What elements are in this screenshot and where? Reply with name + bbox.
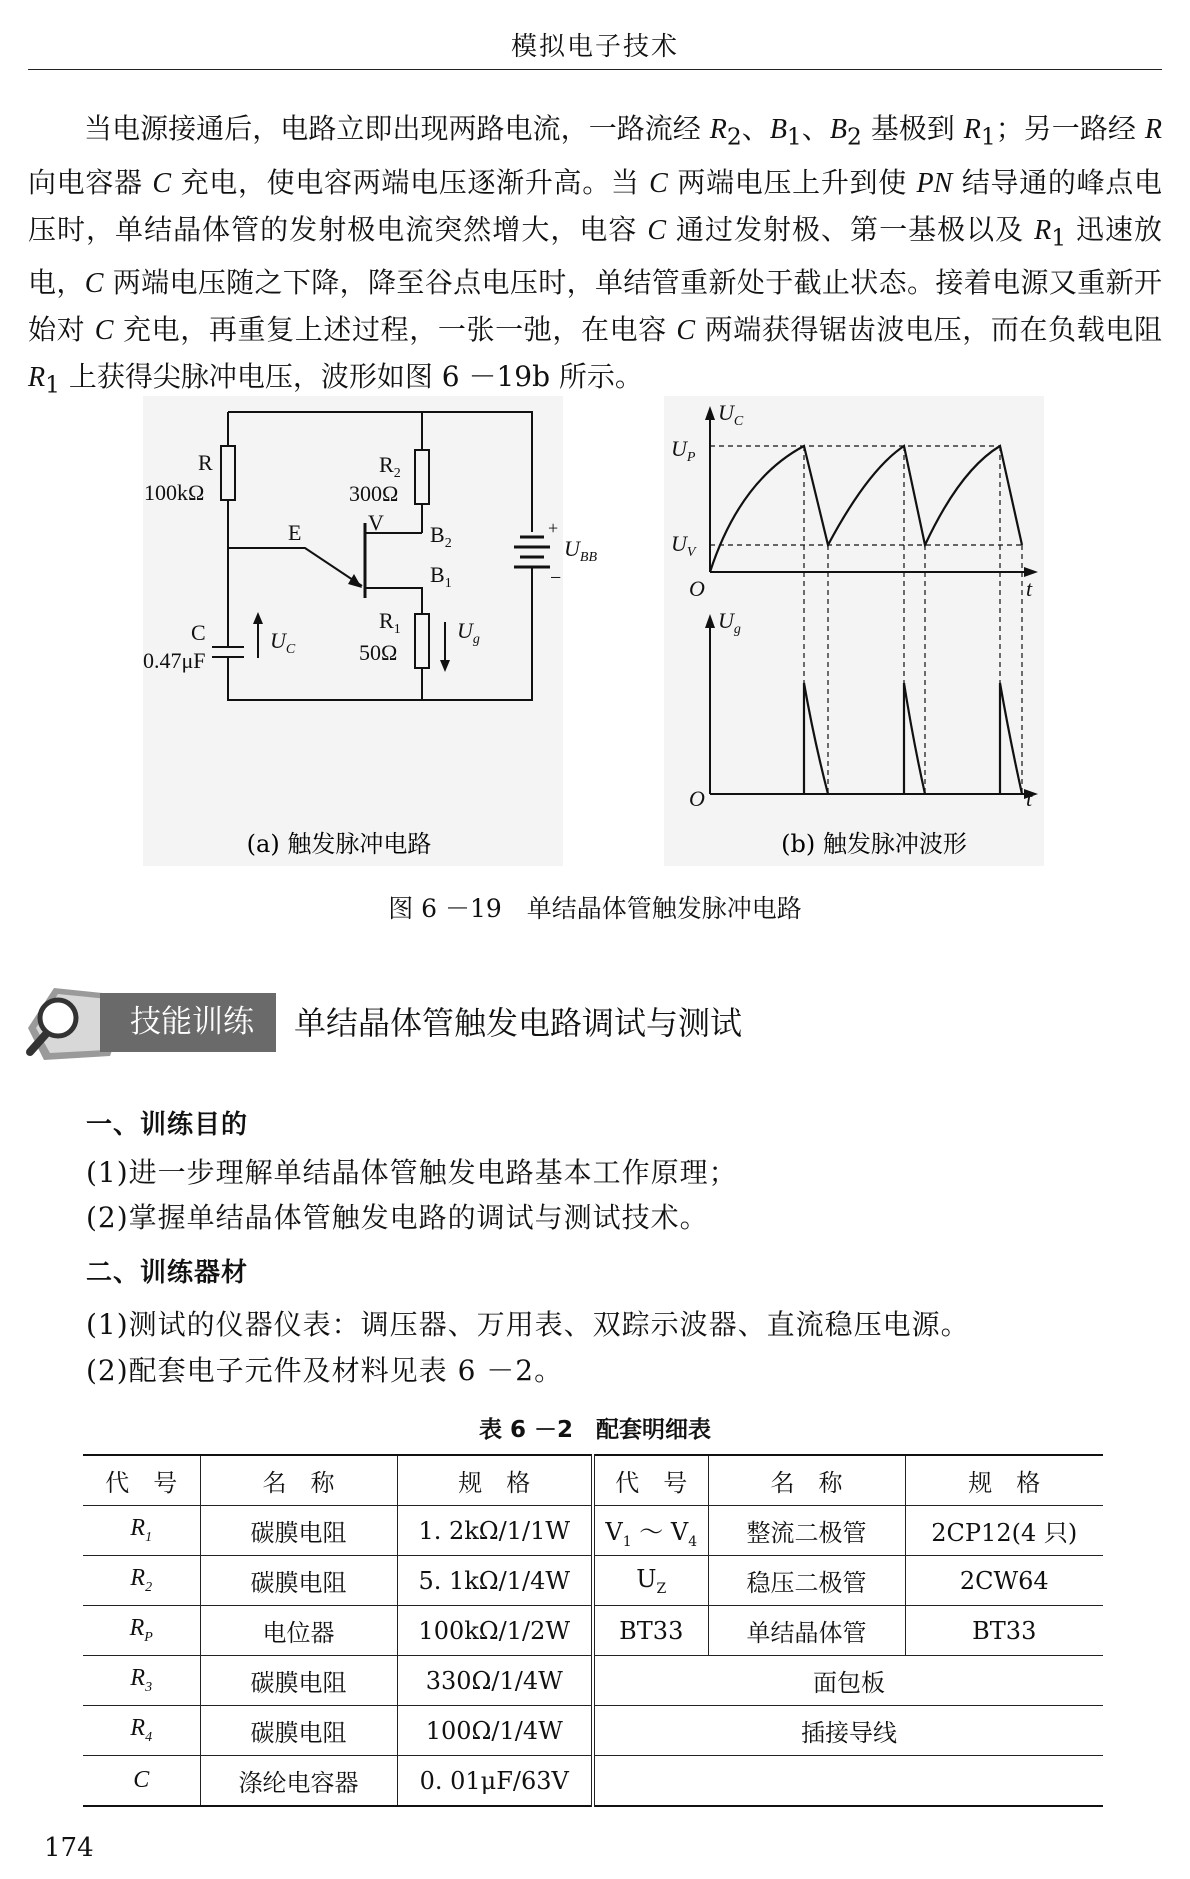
cell-merged: 插接导线 xyxy=(593,1706,1103,1756)
label-E: E xyxy=(288,520,302,545)
label-B1: $B_1$ xyxy=(430,562,452,591)
label-R2-value: 300Ω xyxy=(349,481,399,506)
label-C: C xyxy=(191,620,206,645)
cell-spec: 100kΩ/1/2W xyxy=(397,1606,593,1656)
cell-spec-2: 2CP12(4 只) xyxy=(905,1506,1103,1556)
component-table xyxy=(83,1454,1103,1807)
table-row xyxy=(83,1706,1103,1756)
cell-name: 涤纶电容器 xyxy=(200,1756,397,1807)
cell-spec: 5. 1kΩ/1/4W xyxy=(397,1556,593,1606)
header-name: 名 称 xyxy=(200,1455,397,1506)
cell-spec: 330Ω/1/4W xyxy=(397,1656,593,1706)
cell-spec: 100Ω/1/4W xyxy=(397,1706,593,1756)
cell-name-2: 稳压二极管 xyxy=(708,1556,905,1606)
header-spec-2: 规 格 xyxy=(905,1455,1103,1506)
label-Ug: $U_g$ xyxy=(457,618,480,647)
cell-code-2: BT33 xyxy=(593,1606,708,1656)
section2-item-2: (2)配套电子元件及材料见表 6 －2。 xyxy=(86,1354,564,1387)
cell-code: $R_1$ xyxy=(83,1506,200,1556)
header-name-2: 名 称 xyxy=(708,1455,905,1506)
cell-name: 电位器 xyxy=(200,1606,397,1656)
battery-minus: − xyxy=(550,567,562,589)
cell-name: 碳膜电阻 xyxy=(200,1556,397,1606)
body-paragraph: 当电源接通后，电路立即出现两路电流，一路流经 $R_2$、$B_1$、$B_2$ 基极到 $R_1$；另一路经 R 向电容器 C 充电，使电容两端电压逐渐升高。当 C 两端电压上升到使 PN 结导通的峰点电压时，单结晶体管的发射极电流突然增大，电容 C 通过发射极、第一基极以及 $R_1$ 迅速放电，C 两端电压随之下降，降至谷点电压时，单结管重新处于截止状态。接着电源又重新开始对 C 充电，再重复上述过程，一张一弛，在电容 C 两端获得锯齿波电压，而在负载电阻 $R_1$ 上获得尖脉冲电压，波形如图 6 －19b 所示。 xyxy=(28,112,1163,399)
cell-spec: 1. 2kΩ/1/1W xyxy=(397,1506,593,1556)
table-row xyxy=(83,1606,1103,1656)
battery-plus: + xyxy=(548,518,559,538)
cell-name-2: 单结晶体管 xyxy=(708,1606,905,1656)
cell-code: $R_2$ xyxy=(83,1556,200,1606)
cell-code: $R_4$ xyxy=(83,1706,200,1756)
label-R: R xyxy=(198,450,213,475)
section1-heading: 一、训练目的 xyxy=(86,1110,249,1140)
section2-heading: 二、训练器材 xyxy=(86,1258,249,1288)
header-code: 代 号 xyxy=(83,1455,200,1506)
label-t-bottom: t xyxy=(1026,786,1033,811)
label-origin-bottom: O xyxy=(689,786,705,811)
cell-name-2: 整流二极管 xyxy=(708,1506,905,1556)
header-spec: 规 格 xyxy=(397,1455,593,1506)
label-B2: $B_2$ xyxy=(430,522,452,551)
cell-merged: 面包板 xyxy=(593,1656,1103,1706)
label-UC: $U_C$ xyxy=(270,628,296,657)
table-row xyxy=(83,1506,1103,1556)
cell-code: $R_3$ xyxy=(83,1656,200,1706)
banner-tag: 技能训练 xyxy=(100,993,276,1052)
cell-code: C xyxy=(83,1756,200,1807)
label-t-top: t xyxy=(1026,576,1033,601)
header-code-2: 代 号 xyxy=(593,1455,708,1506)
cell-name: 碳膜电阻 xyxy=(200,1706,397,1756)
cell-merged xyxy=(593,1756,1103,1807)
page-number: 174 xyxy=(44,1833,94,1863)
caption-b: (b) 触发脉冲波形 xyxy=(781,830,967,858)
table-row xyxy=(83,1656,1103,1706)
cell-spec-2: BT33 xyxy=(905,1606,1103,1656)
figure-6-19 xyxy=(0,390,1190,870)
label-R2: $R_2$ xyxy=(379,452,401,481)
label-C-value: 0.47μF xyxy=(143,648,206,673)
table-header-row xyxy=(83,1455,1103,1506)
label-V: V xyxy=(368,510,384,535)
cell-code-2: $V_1$ ～ $V_4$ xyxy=(593,1506,708,1556)
cell-name: 碳膜电阻 xyxy=(200,1506,397,1556)
section1-item-2: (2)掌握单结晶体管触发电路的调试与测试技术。 xyxy=(86,1201,709,1234)
label-R1: $R_1$ xyxy=(379,608,401,637)
cell-spec: 0. 01μF/63V xyxy=(397,1756,593,1807)
cell-name: 碳膜电阻 xyxy=(200,1656,397,1706)
figure-caption: 图 6 －19 单结晶体管触发脉冲电路 xyxy=(388,894,802,923)
label-UBB: $U_{BB}$ xyxy=(564,536,597,565)
cell-spec-2: 2CW64 xyxy=(905,1556,1103,1606)
label-UP: $U_P$ xyxy=(671,436,696,465)
label-axis-UC: $U_C$ xyxy=(718,400,744,429)
table-row xyxy=(83,1756,1103,1807)
label-axis-Ug: $U_g$ xyxy=(718,608,741,637)
label-R-value: 100kΩ xyxy=(144,480,205,505)
label-UV: $U_V$ xyxy=(671,531,696,560)
section1-item-1: (1)进一步理解单结晶体管触发电路基本工作原理； xyxy=(86,1156,738,1189)
table-title: 表 6 －2 配套明细表 xyxy=(478,1417,712,1443)
header-rule xyxy=(28,69,1162,70)
label-origin-top: O xyxy=(689,576,705,601)
running-header: 模拟电子技术 xyxy=(510,32,679,62)
caption-a: (a) 触发脉冲电路 xyxy=(246,830,432,858)
banner-title: 单结晶体管触发电路调试与测试 xyxy=(294,1004,743,1042)
table-row xyxy=(83,1556,1103,1606)
cell-code: $R_P$ xyxy=(83,1606,200,1656)
section2-item-1: (1)测试的仪器仪表：调压器、万用表、双踪示波器、直流稳压电源。 xyxy=(86,1308,970,1341)
label-R1-value: 50Ω xyxy=(359,640,398,665)
cell-code-2: $U_Z$ xyxy=(593,1556,708,1606)
